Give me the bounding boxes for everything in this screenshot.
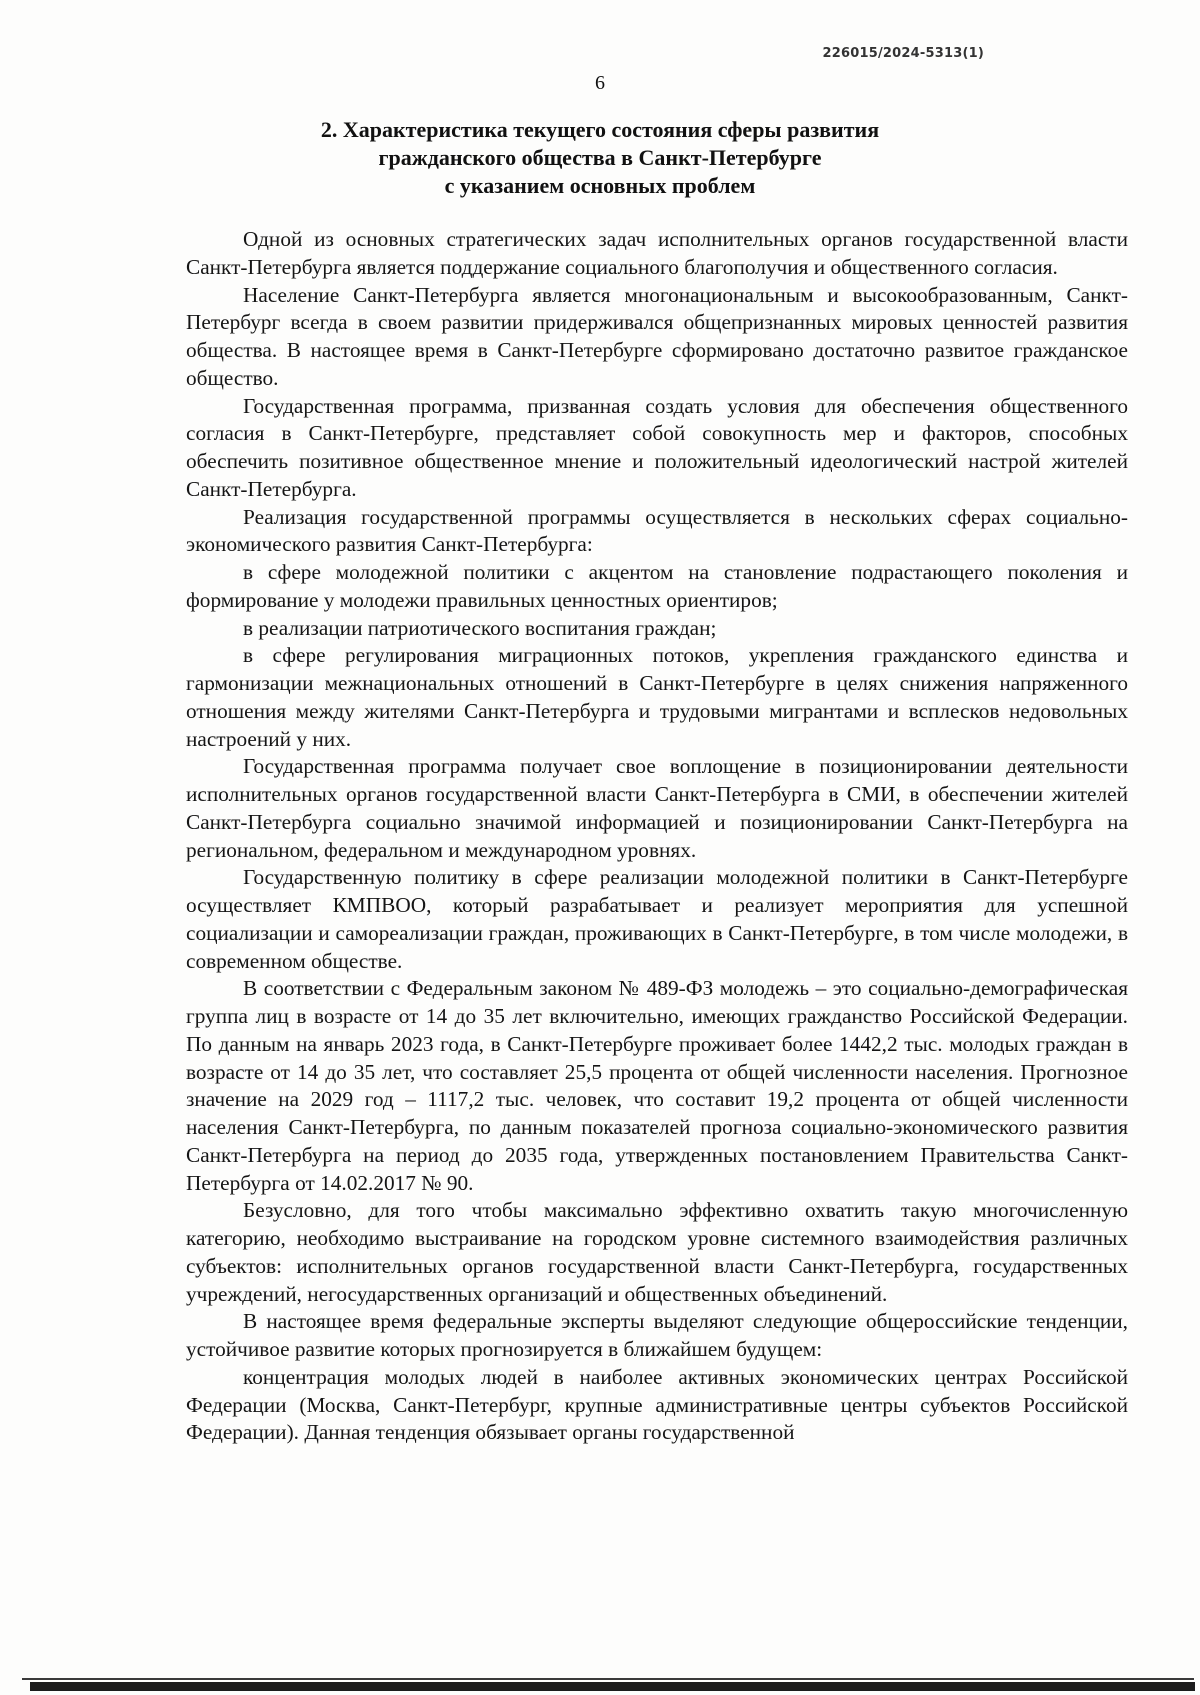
paragraph: Реализация государственной программы осуществляется в нескольких сферах социально-экономического развития Санкт-Петербурга: bbox=[186, 504, 1128, 557]
section-title-line: с указанием основных проблем bbox=[444, 173, 756, 198]
list-item-paragraph: концентрация молодых людей в наиболее активных экономических центрах Российской Федерации (Москва, Санкт-Петербург, крупные административные центры субъектов Российской Федерации). Данная тенденция обязывает органы государственной bbox=[186, 1364, 1128, 1445]
paragraph: В настоящее время федеральные эксперты выделяют следующие общероссийские тенденции, устойчивое развитие которых прогнозируется в ближайшем будущем: bbox=[186, 1309, 1128, 1361]
paragraph: Государственную политику в сфере реализации молодежной политики в Санкт-Петербурге осуществляет КМПВОО, который разрабатывает и реализует мероприятия для успешной социализации и самореализации граждан, проживающих в Санкт-Петербурге, в том числе молодежи, в современном обществе. bbox=[186, 865, 1128, 973]
list-item-paragraph: в сфере регулирования миграционных потоков, укрепления гражданского единства и гармонизации межнациональных отношений в Санкт-Петербурге в целях снижения напряженного отношения между жителями Санкт-Петербурга и трудовыми мигрантами и всплесков недовольных настроений у них. bbox=[186, 643, 1128, 751]
scan-edge-line bbox=[22, 1678, 1194, 1680]
paragraph: Одной из основных стратегических задач исполнительных органов государственной власти Санкт-Петербурга является поддержание социального благополучия и общественного согласия. bbox=[186, 227, 1128, 279]
document-body bbox=[186, 226, 1128, 1447]
paragraph: Государственная программа, призванная создать условия для обеспечения общественного согласия в Санкт-Петербурге, представляет собой совокупность мер и факторов, способных обеспечить позитивное общественное мнение и положительный идеологический настрой жителей Санкт-Петербурга. bbox=[186, 393, 1128, 501]
list-item-paragraph: в сфере молодежной политики с акцентом на становление подрастающего поколения и формирование у молодежи правильных ценностных ориентиров; bbox=[186, 560, 1128, 612]
page-number: 6 bbox=[595, 72, 605, 94]
section-title-line: гражданского общества в Санкт-Петербурге bbox=[378, 145, 822, 170]
scan-bottom-border bbox=[30, 1682, 1195, 1691]
paragraph: Население Санкт-Петербурга является многонациональным и высокообразованным, Санкт-Петербург всегда в своем развитии придерживался общепризнанных мировых ценностей развития общества. В настоящее время в Санкт-Петербурге сформировано достаточно развитое гражданское общество. bbox=[186, 282, 1128, 390]
document-registration-number: 226015/2024-5313(1) bbox=[822, 46, 984, 61]
section-title-line: 2. Характеристика текущего состояния сферы развития bbox=[320, 117, 880, 142]
paragraph: Государственная программа получает свое воплощение в позиционировании деятельности исполнительных органов государственной власти Санкт-Петербурга в СМИ, в обеспечении жителей Санкт-Петербурга социально значимой информацией и позиционировании Санкт-Петербурга на региональном, федеральном и международном уровнях. bbox=[186, 754, 1128, 862]
paragraph: Безусловно, для того чтобы максимально эффективно охватить такую многочисленную категорию, необходимо выстраивание на городском уровне системного взаимодействия различных субъектов: исполнительных органов государственной власти Санкт-Петербурга, государственных учреждений, негосударственных организаций и общественных объединений. bbox=[186, 1198, 1128, 1306]
list-item-paragraph: в реализации патриотического воспитания граждан; bbox=[243, 615, 717, 640]
paragraph: В соответствии с Федеральным законом № 489-ФЗ молодежь – это социально-демографическая группа лиц в возрасте от 14 до 35 лет включительно, имеющих гражданство Российской Федерации. По данным на январь 2023 года, в Санкт-Петербурге проживает более 1442,2 тыс. молодых граждан в возрасте от 14 до 35 лет, что составляет 25,5 процента от общей численности населения. Прогнозное значение на 2029 год – 1117,2 тыс. человек, что составит 19,2 процента от общей численности населения Санкт-Петербурга, по данным показателей прогноза социально-экономического развития Санкт-Петербурга на период до 2035 года, утвержденных постановлением Правительства Санкт-Петербурга от 14.02.2017 № 90. bbox=[186, 976, 1128, 1195]
section-title bbox=[0, 116, 1200, 200]
